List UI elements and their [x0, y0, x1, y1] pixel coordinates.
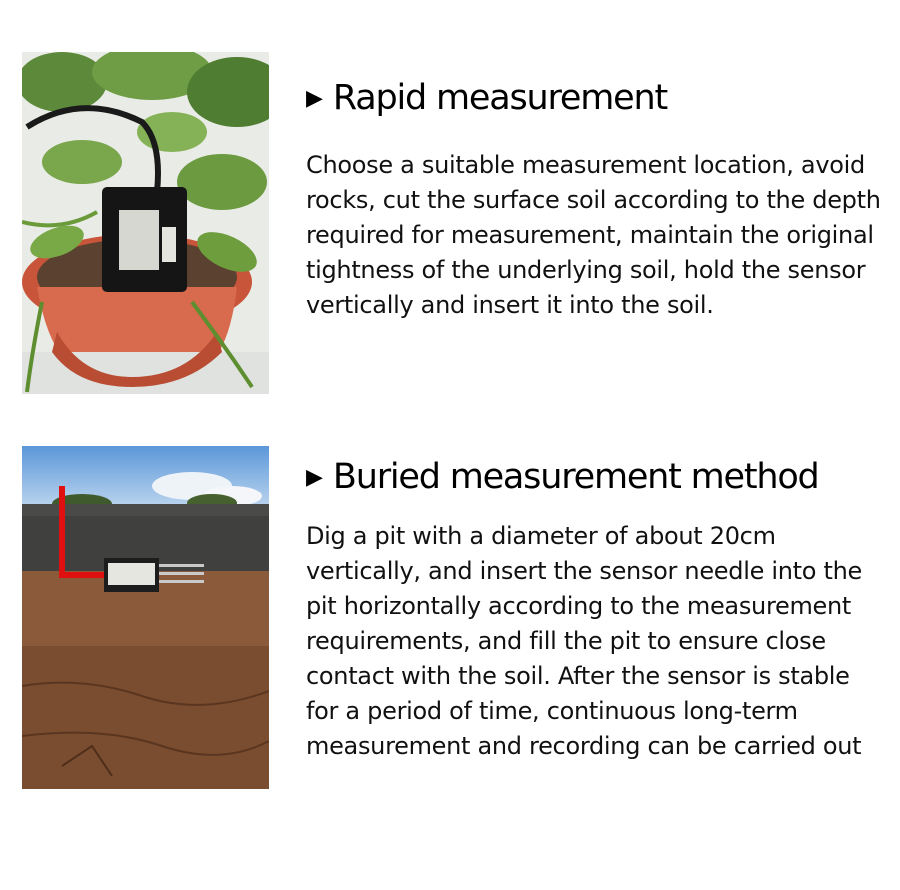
section-title — [306, 78, 667, 119]
section-title — [306, 457, 819, 498]
soil-profile-sensor-photo — [22, 446, 269, 789]
section-description: Dig a pit with a diameter of about 20cm vertically, and insert the sensor needle into the pit horizontally according to the measurement requirements, and fill the pit to ensure close contact with the soil. After the sensor is stable for a period of time, continuous long-term measurement and recording can be carried out — [306, 522, 862, 760]
potted-plant-sensor-photo — [22, 52, 269, 394]
section-description: Choose a suitable measurement location, avoid rocks, cut the surface soil according to the depth required for measurement, maintain the original tightness of the underlying soil, hold the sensor vertically and insert it into the soil. — [306, 151, 881, 319]
title-text: Buried measurement method — [332, 457, 819, 497]
title-text: Rapid measurement — [332, 78, 667, 118]
triangle-bullet-icon: ▶ — [306, 86, 323, 111]
triangle-bullet-icon: ▶ — [306, 465, 323, 490]
